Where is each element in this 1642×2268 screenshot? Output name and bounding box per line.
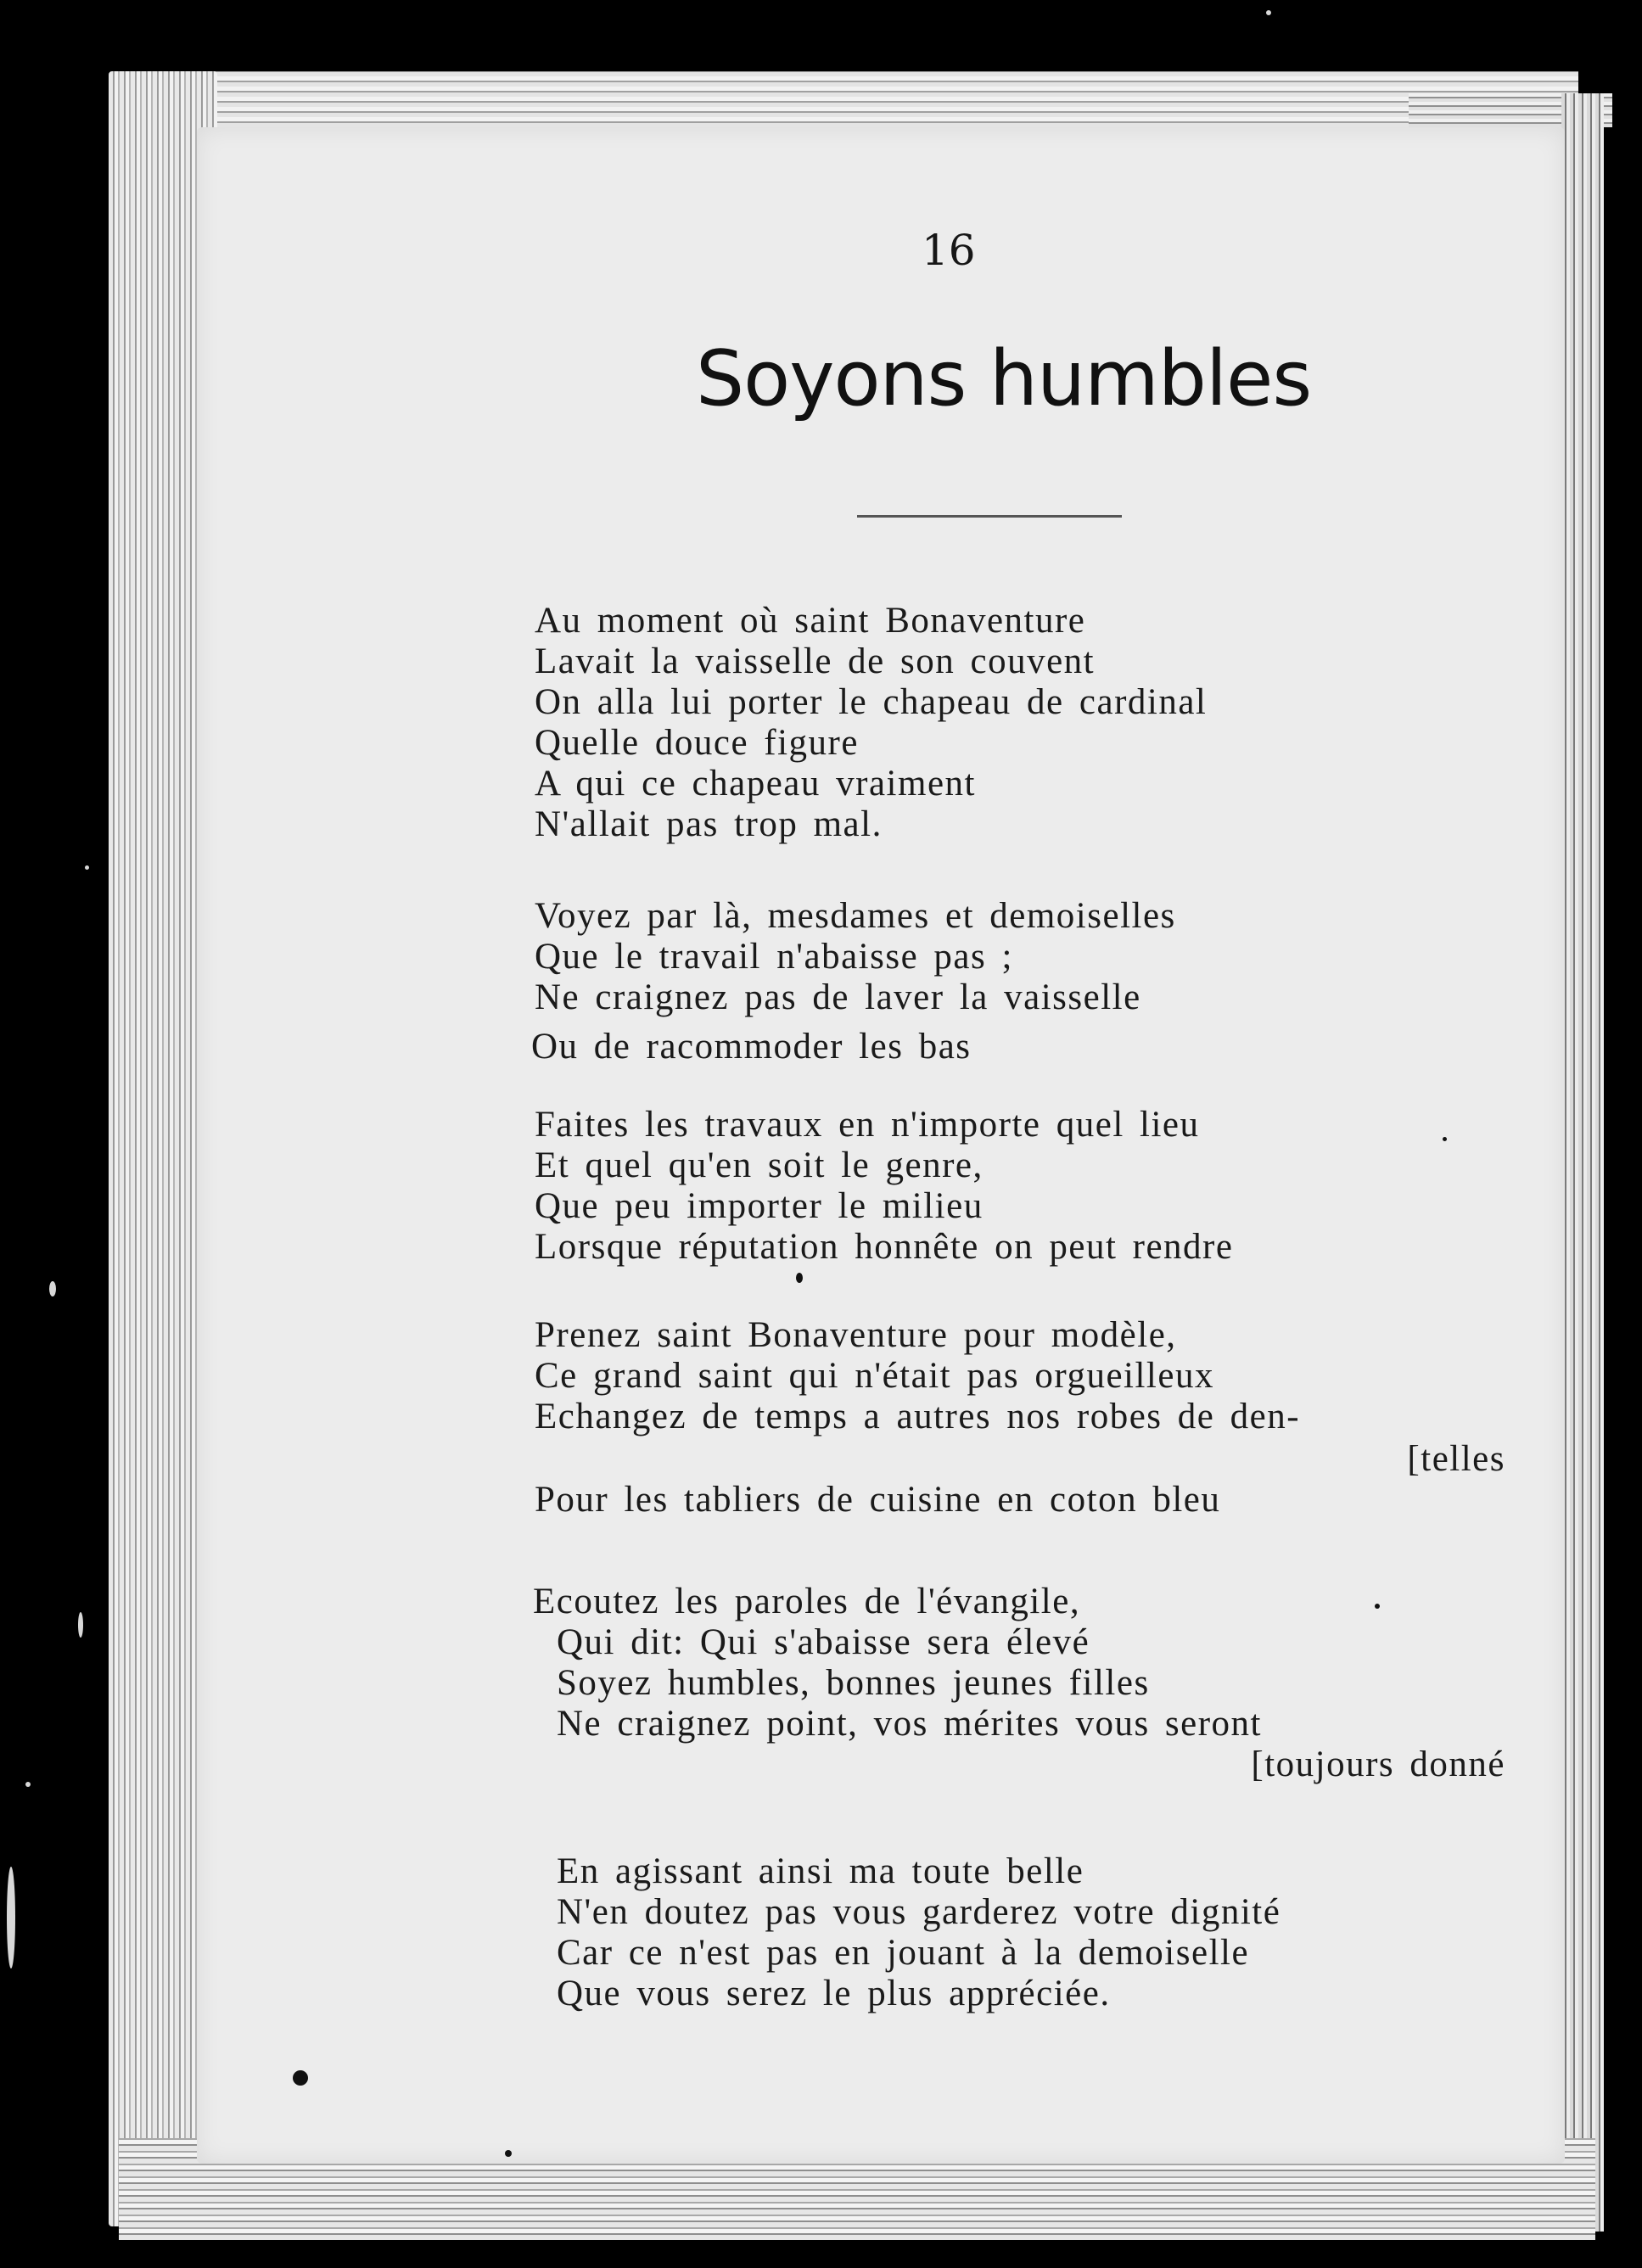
page-number: 16 <box>922 226 976 275</box>
poem-line: Que peu importer le milieu <box>535 1186 984 1226</box>
scan-speck <box>49 1281 56 1296</box>
poem-line: Ou de racommoder les bas <box>531 1027 972 1067</box>
poem-line: On alla lui porter le chapeau de cardinal <box>535 682 1208 722</box>
scan-speck <box>1443 1137 1447 1141</box>
poem-line-continuation: [telles <box>1407 1439 1505 1479</box>
poem-line: Qui dit: Qui s'abaisse sera élevé <box>557 1622 1090 1662</box>
scan-speck <box>293 2070 308 2086</box>
poem-line: Ce grand saint qui n'était pas orgueilleux <box>535 1356 1214 1396</box>
poem-line: En agissant ainsi ma toute belle <box>557 1851 1084 1891</box>
poem-line: N'en doutez pas vous garderez votre dignité <box>557 1892 1281 1932</box>
scan-speck <box>78 1612 83 1638</box>
poem-line: N'allait pas trop mal. <box>535 804 883 844</box>
poem-line: Prenez saint Bonaventure pour modèle, <box>535 1315 1177 1355</box>
scan-speck <box>1266 10 1271 15</box>
poem-line: Soyez humbles, bonnes jeunes filles <box>557 1663 1150 1703</box>
poem-title: Soyons humbles <box>696 334 1312 423</box>
poem-line: Quelle douce figure <box>535 723 859 763</box>
poem-line: A qui ce chapeau vraiment <box>535 764 976 804</box>
poem-line: Lorsque réputation honnête on peut rendre <box>535 1227 1234 1267</box>
scan-speck <box>85 865 89 870</box>
poem-line: Que le travail n'abaisse pas ; <box>535 937 1013 977</box>
poem-line: Lavait la vaisselle de son couvent <box>535 641 1096 681</box>
poem-line: Au moment où saint Bonaventure <box>535 601 1086 641</box>
poem-line: Pour les tabliers de cuisine en coton bleu <box>535 1480 1221 1520</box>
poem-line: Echangez de temps a autres nos robes de den- <box>535 1397 1301 1436</box>
poem-line: Ecoutez les paroles de l'évangile, <box>533 1582 1081 1621</box>
poem-line: Car ce n'est pas en jouant à la demoiselle <box>557 1933 1250 1973</box>
poem-line: Ne craignez pas de laver la vaisselle <box>535 977 1141 1017</box>
poem-line: Voyez par là, mesdames et demoiselles <box>535 896 1176 936</box>
poem-line-continuation: [toujours donné <box>1251 1744 1505 1784</box>
poem-line: Faites les travaux en n'importe quel lieu <box>535 1105 1200 1145</box>
poem-line: Et quel qu'en soit le genre, <box>535 1145 984 1185</box>
scan-speck <box>796 1273 803 1283</box>
scan-speck <box>25 1782 31 1787</box>
scan-speck <box>1375 1604 1380 1609</box>
poem-line: Que vous serez le plus appréciée. <box>557 1974 1111 2013</box>
poem-line: Ne craignez point, vos mérites vous seront <box>557 1704 1263 1744</box>
scan-speck <box>505 2150 512 2157</box>
scan-speck <box>7 1867 15 1968</box>
